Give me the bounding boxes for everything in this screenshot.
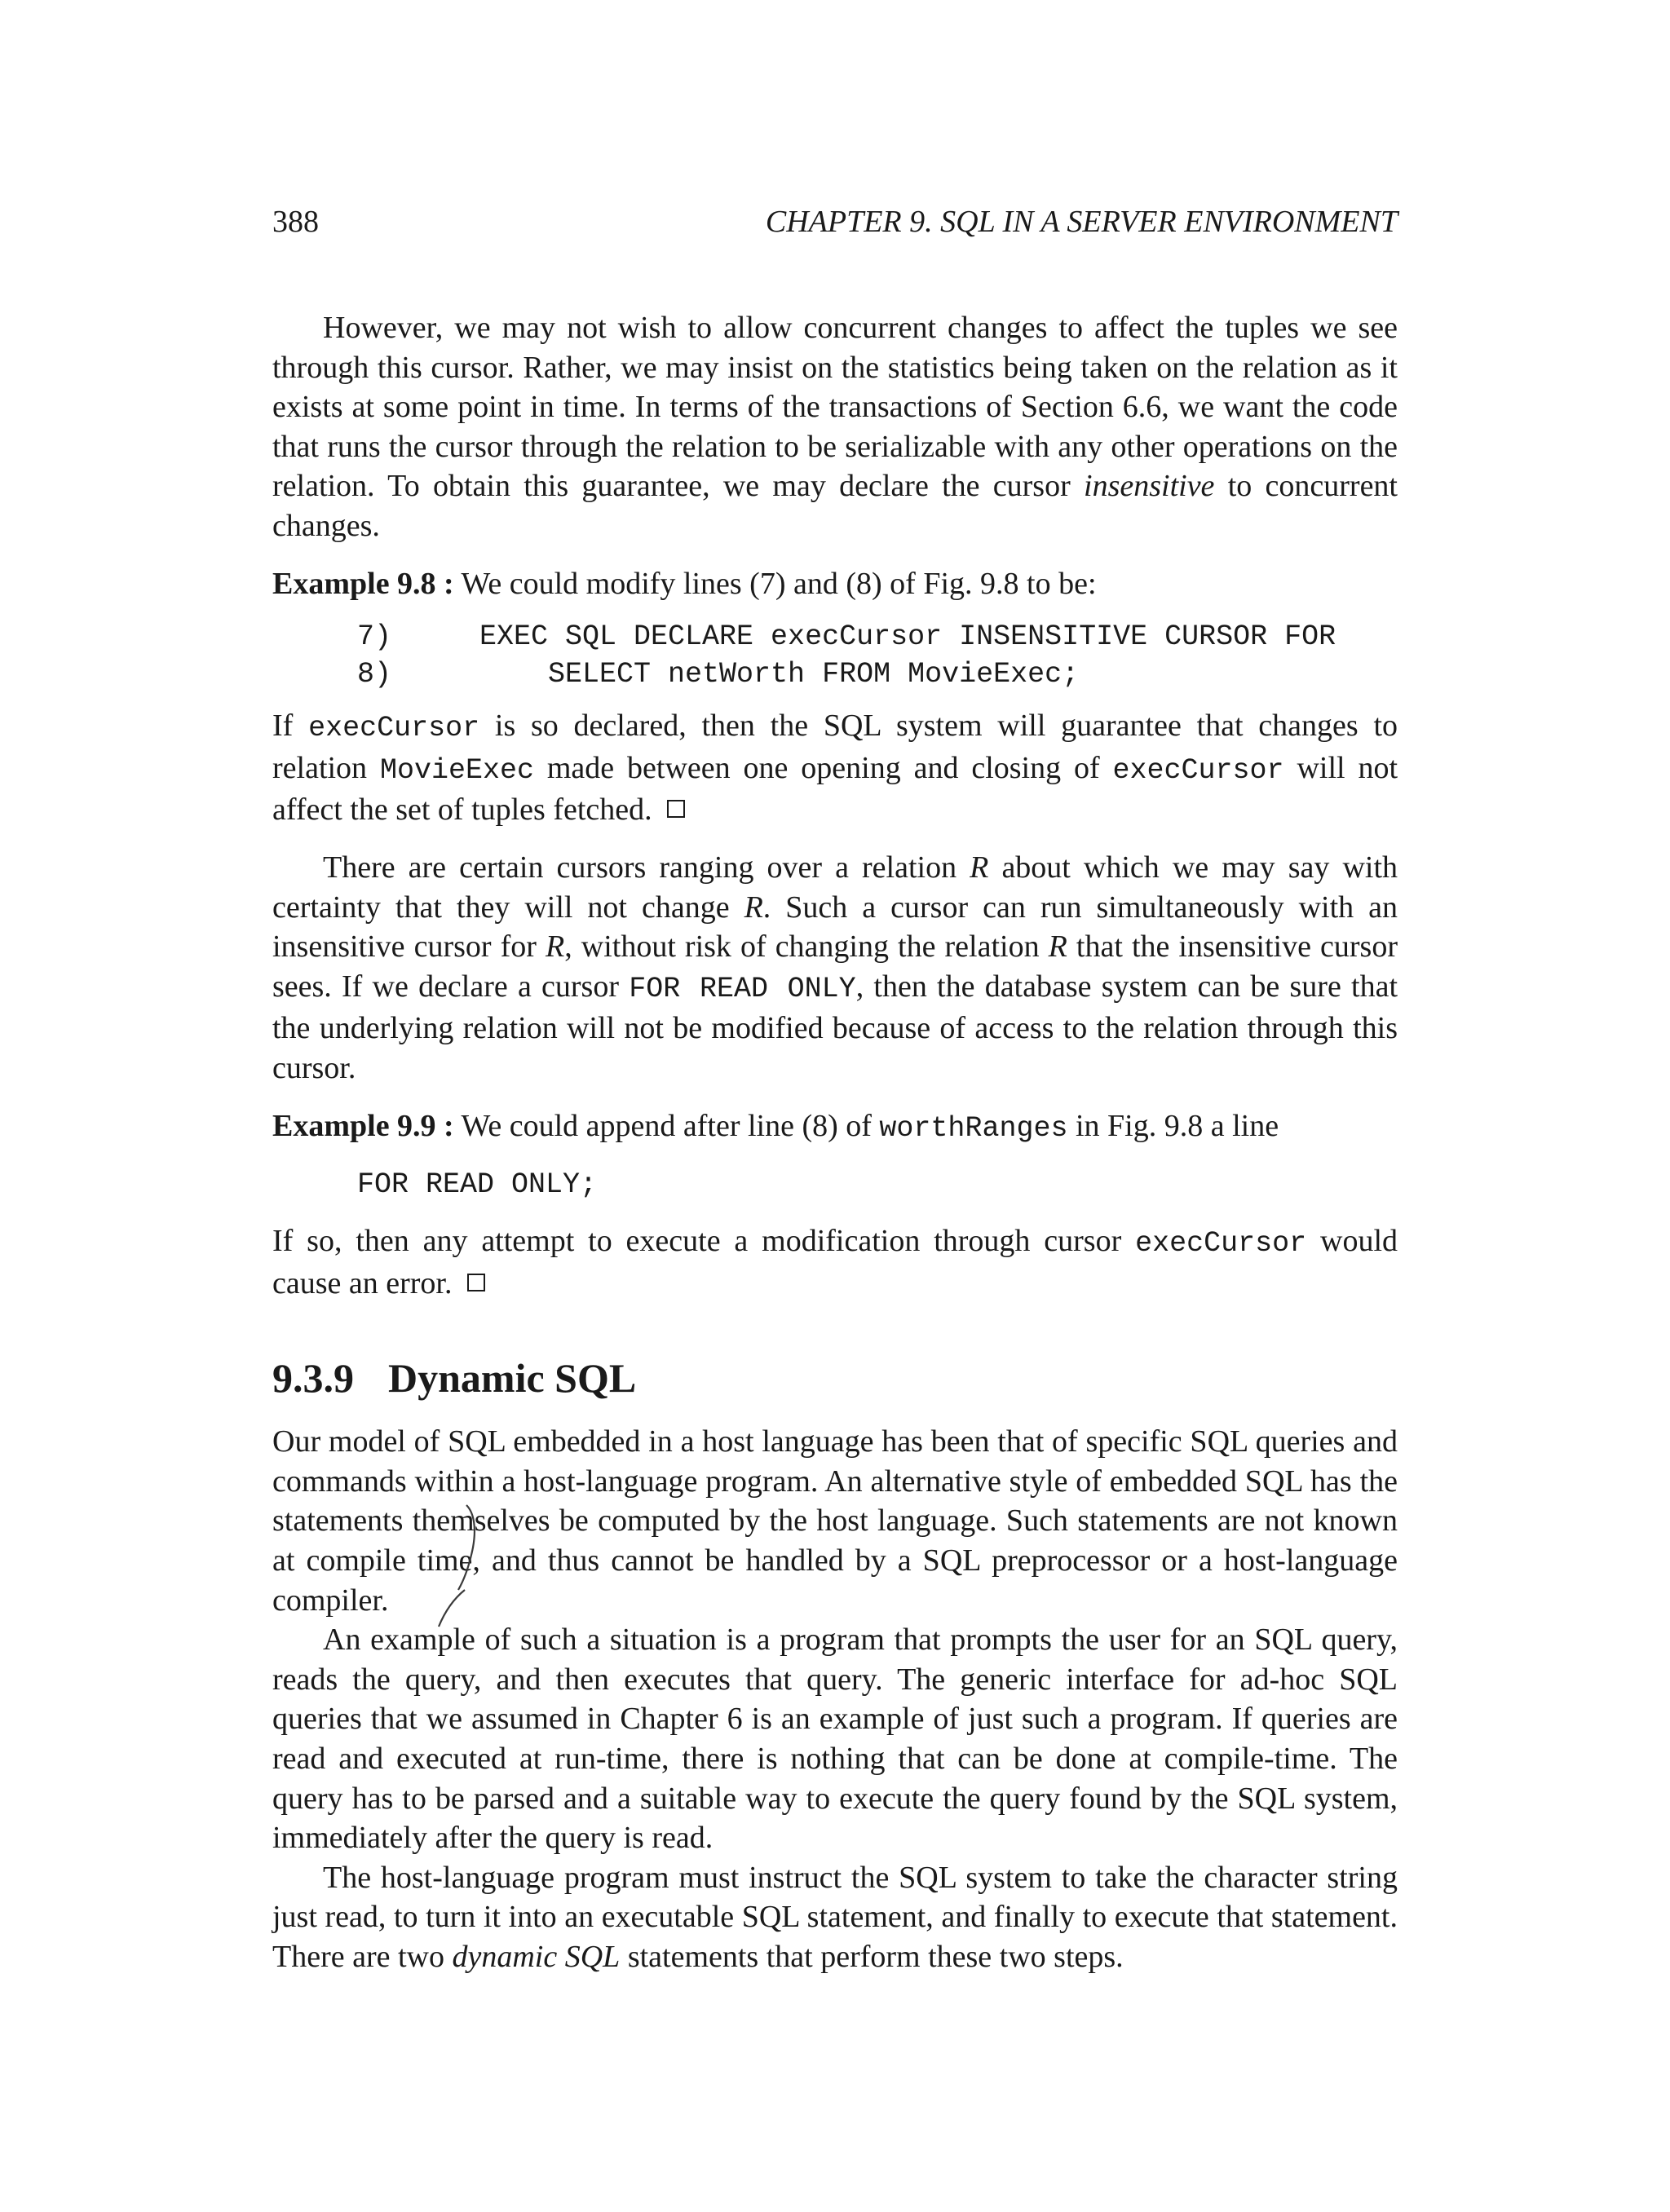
- code-block-9-8: [272, 618, 1398, 693]
- paragraph-read-only: There are certain cursors ranging over a relation R about which we may say with certainty that they will not change R. Such a cursor can run simultaneously with an insensitive cursor for R, without risk of changing the relation R that the insensitive cursor sees. If we declare a cursor FOR READ ONLY, then the database system can be sure that the underlying relation will not be modified because of access to the relation through this cursor.: [272, 850, 1398, 1085]
- example-9-9-conclusion: If so, then any attempt to execute a modification through cursor execCursor would cause an error.: [272, 1224, 1398, 1300]
- end-of-example-icon: [467, 1274, 485, 1291]
- code-line: 8) SELECT netWorth FROM MovieExec;: [357, 658, 1080, 691]
- term-dynamic-sql: dynamic SQL: [452, 1940, 621, 1974]
- chapter-title: CHAPTER 9. SQL IN A SERVER ENVIRONMENT: [765, 205, 1398, 239]
- example-9-8: Example 9.8 : We could modify lines (7) and (8) of Fig. 9.8 to be:: [272, 566, 1097, 601]
- page-number: 388: [272, 205, 319, 239]
- paragraph-insensitive: However, we may not wish to allow concurrent changes to affect the tuples we see through this cursor. Rather, we may insist on the statistics being taken on the relation as it exists at some point in time. In terms of the transactions of Section 6.6, we want the code that runs the cursor through the relation to be serializable with any other operations on the relation. To obtain this guarantee, we may declare the cursor insensitive to concurrent changes.: [272, 311, 1398, 543]
- paragraph-two-steps: The host-language program must instruct the SQL system to take the character string just read, to turn it into an executable SQL statement, and finally to execute that statement. There are two dynamic SQL statements that perform these two steps.: [272, 1860, 1398, 1974]
- paragraph-dynamic-intro: Our model of SQL embedded in a host language has been that of specific SQL queries and commands within a host-language program. An alternative style of embedded SQL has the statements themselves be computed by the host language. Such statements are not known at compile time, and thus cannot be handled by a SQL preprocessor or a host-language compiler.: [272, 1424, 1398, 1618]
- code-block-9-9: FOR READ ONLY;: [357, 1168, 598, 1202]
- end-of-example-icon: [667, 800, 685, 818]
- code-line: 7) EXEC SQL DECLARE execCursor INSENSITIVE CURSOR FOR: [357, 620, 1336, 654]
- section-number: 9.3.9: [272, 1355, 354, 1402]
- book-page: [272, 204, 1398, 1977]
- running-head: [272, 204, 1398, 253]
- paragraph-example-situation: An example of such a situation is a program that prompts the user for an SQL query, reads the query, and then executes that query. The generic interface for ad-hoc SQL queries that we assumed in Chapter 6 is an example of just such a program. If queries are read and executed at run-time, there is nothing that can be done at compile-time. The query has to be parsed and a suitable way to execute the query found by the SQL system, immediately after the query is read.: [272, 1623, 1398, 1856]
- section-heading: [272, 1353, 1398, 1402]
- example-9-8-conclusion: If execCursor is so declared, then the SQL system will guarantee that changes to relation MovieExec made between one opening and closing of execCursor will not affect the set of tuples fetched.: [272, 709, 1398, 828]
- term-insensitive: insensitive: [1084, 469, 1215, 504]
- example-label: Example 9.8 :: [272, 566, 454, 601]
- example-label: Example 9.9 :: [272, 1108, 454, 1143]
- example-9-9: Example 9.9 : We could append after line (8) of worthRanges in Fig. 9.8 a line: [272, 1108, 1279, 1145]
- section-title: Dynamic SQL: [388, 1355, 637, 1402]
